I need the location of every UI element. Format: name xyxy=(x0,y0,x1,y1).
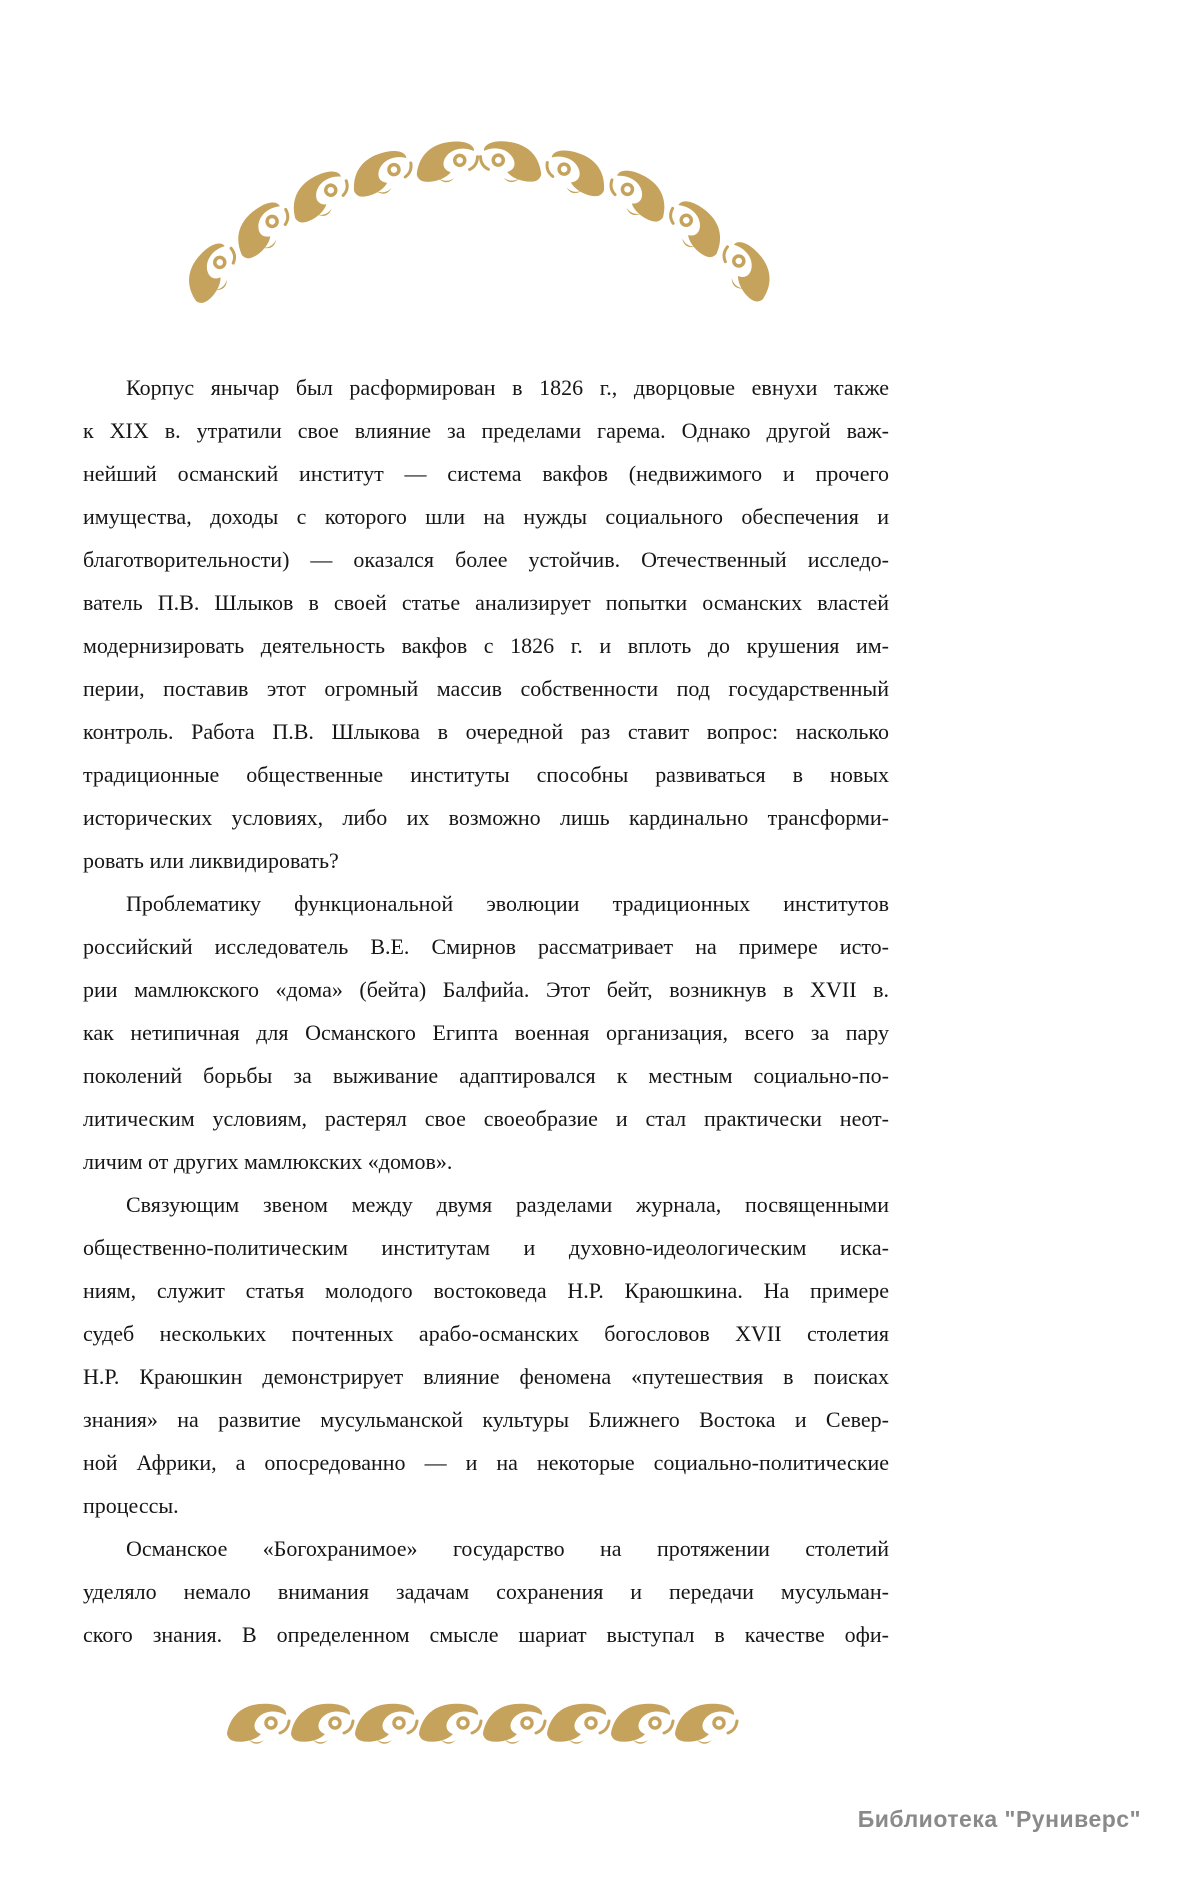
ornament-band-icon xyxy=(226,1694,742,1750)
text-line: ной Африки, а опосредованно — и на некоторые социально-политические xyxy=(83,1450,889,1475)
text-line: личим от других мамлюкских «домов». xyxy=(83,1149,453,1174)
text-line: Н.Р. Краюшкин демонстрирует влияние феномена «путешествия в поисках xyxy=(83,1364,889,1389)
ornament-arch-icon xyxy=(178,130,782,308)
text-line: ниям, служит статья молодого востоковеда Н.Р. Краюшкина. На примере xyxy=(83,1278,889,1303)
text-line: процессы. xyxy=(83,1493,179,1518)
text-line: Корпус янычар был расформирован в 1826 г., дворцовые евнухи также xyxy=(126,375,889,400)
text-line: уделяло немало внимания задачам сохранения и передачи мусульман- xyxy=(83,1579,889,1604)
text-line: Связующим звеном между двумя разделами журнала, посвященными xyxy=(126,1192,889,1217)
text-line: перии, поставив этот огромный массив собственности под государственный xyxy=(83,676,889,701)
text-line: Османское «Богохранимое» государство на протяжении столетий xyxy=(126,1536,889,1561)
text-line: благотворительности) — оказался более устойчив. Отечественный исследо- xyxy=(83,547,889,572)
text-line: как нетипичная для Османского Египта военная организация, всего за пару xyxy=(83,1020,889,1045)
paragraph xyxy=(83,882,889,1183)
text-line: литическим условиям, растерял свое своеобразие и стал практически неот- xyxy=(83,1106,889,1131)
text-line: имущества, доходы с которого шли на нужды социального обеспечения и xyxy=(83,504,889,529)
text-line: поколений борьбы за выживание адаптировался к местным социально-по- xyxy=(83,1063,889,1088)
text-line: ровать или ликвидировать? xyxy=(83,848,339,873)
paragraph xyxy=(83,1183,889,1527)
text-line: модернизировать деятельность вакфов с 1826 г. и вплоть до крушения им- xyxy=(83,633,889,658)
text-line: к XIX в. утратили свое влияние за пределами гарема. Однако другой важ- xyxy=(83,418,889,443)
text-line: ватель П.В. Шлыков в своей статье анализирует попытки османских властей xyxy=(83,590,889,615)
watermark: Библиотека "Руниверс" xyxy=(857,1806,1141,1832)
text-line: контроль. Работа П.В. Шлыкова в очередной раз ставит вопрос: насколько xyxy=(83,719,889,744)
text-line: исторических условиях, либо их возможно лишь кардинально трансформи- xyxy=(83,805,889,830)
text-line: нейший османский институт — система вакфов (недвижимого и прочего xyxy=(83,461,889,486)
text-line: рии мамлюкского «дома» (бейта) Балфийа. Этот бейт, возникнув в XVII в. xyxy=(83,977,889,1002)
text-line: судеб нескольких почтенных арабо-османских богословов XVII столетия xyxy=(83,1321,889,1346)
text-line: традиционные общественные институты способны развиваться в новых xyxy=(83,762,889,787)
text-line: Проблематику функциональной эволюции традиционных институтов xyxy=(126,891,889,916)
paragraph xyxy=(83,1527,889,1656)
text-line: российский исследователь В.Е. Смирнов рассматривает на примере исто- xyxy=(83,934,889,959)
page-text xyxy=(83,366,889,1656)
paragraph xyxy=(83,366,889,882)
text-line: общественно-политическим институтам и духовно-идеологическим иска- xyxy=(83,1235,889,1260)
text-line: ского знания. В определенном смысле шариат выступал в качестве офи- xyxy=(83,1622,889,1647)
text-line: знания» на развитие мусульманской культуры Ближнего Востока и Север- xyxy=(83,1407,889,1432)
